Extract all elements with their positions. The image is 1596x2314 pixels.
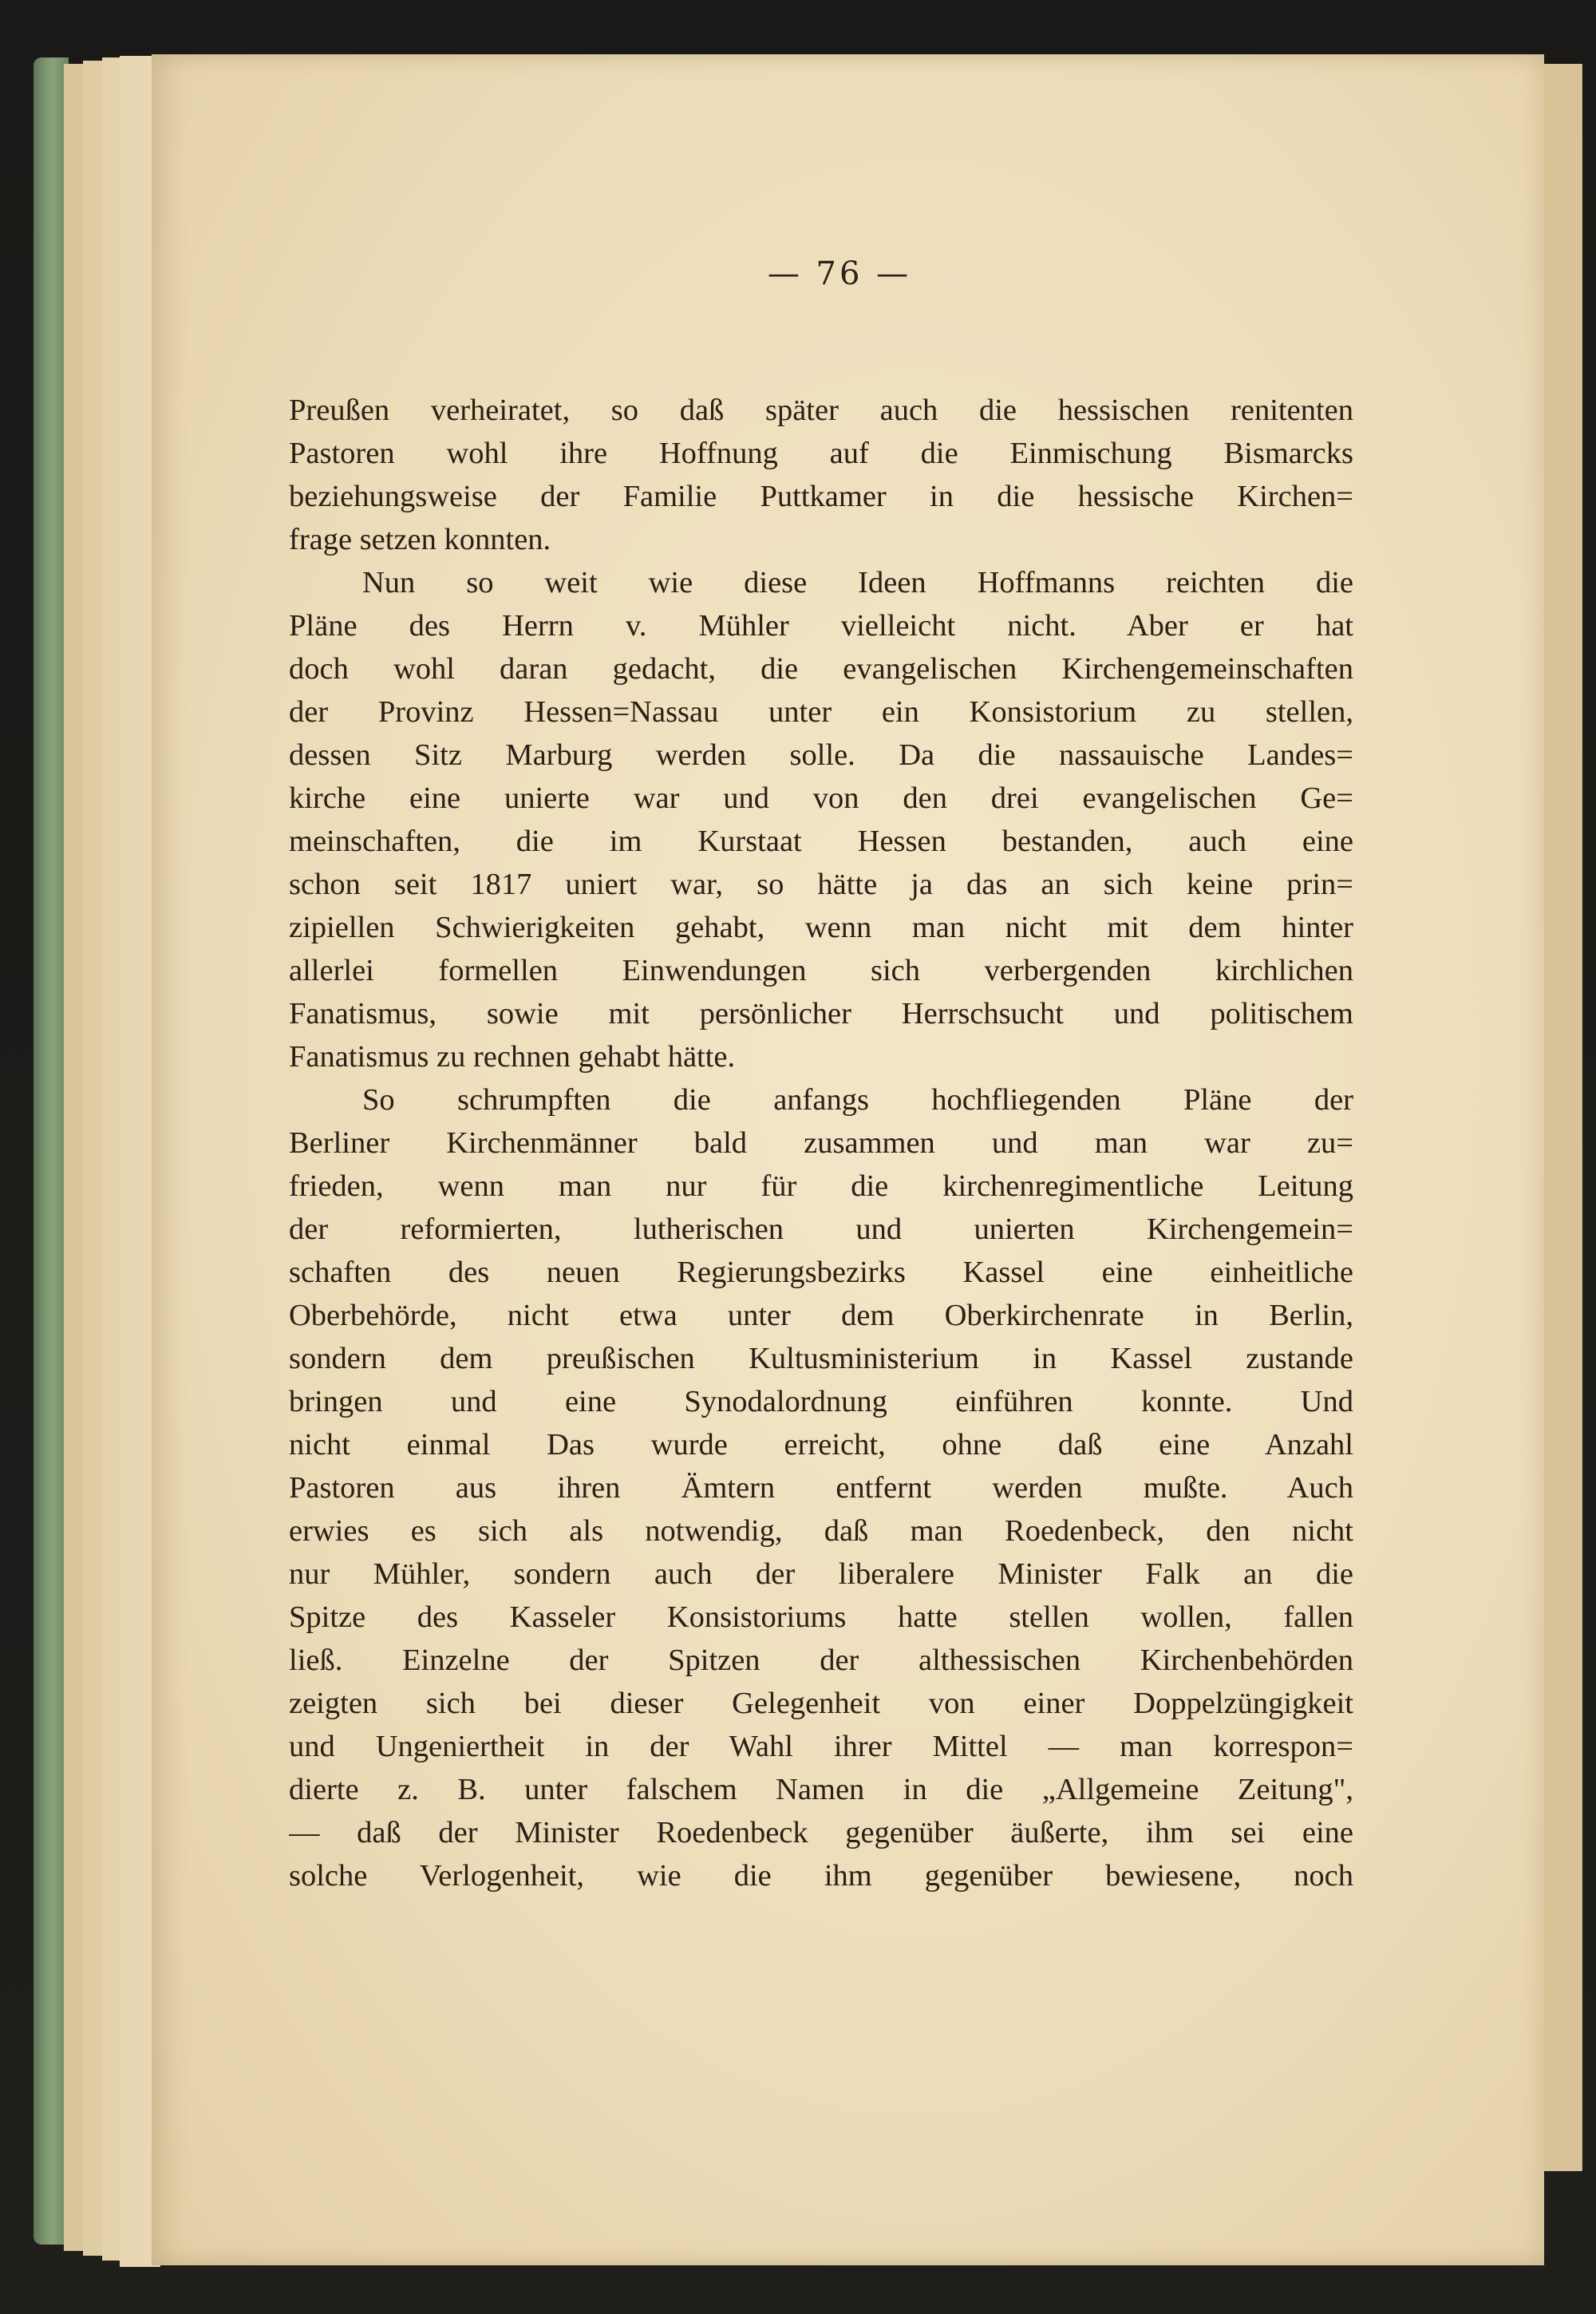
text-line: dessen Sitz Marburg werden solle. Da die nassauische Landes= (289, 738, 1353, 772)
text-line: dierte z. B. unter falschem Namen in die „Allgemeine Zeitung", (289, 1773, 1353, 1806)
paragraph (289, 561, 1353, 1078)
text-line: Pläne des Herrn v. Mühler vielleicht nicht. Aber er hat (289, 609, 1353, 643)
text-line: allerlei formellen Einwendungen sich verbergenden kirchlichen (289, 954, 1353, 987)
paragraph (289, 389, 1353, 561)
text-line: Fanatismus, sowie mit persönlicher Herrschsucht und politischem (289, 997, 1353, 1030)
text-line: schaften des neuen Regierungsbezirks Kassel eine einheitliche (289, 1256, 1353, 1289)
body-text (289, 389, 1353, 1897)
text-line: schon seit 1817 uniert war, so hätte ja das an sich keine prin= (289, 868, 1353, 901)
text-line: frage setzen konnten. (289, 523, 551, 556)
text-line: So schrumpften die anfangs hochfliegenden Pläne der (362, 1083, 1353, 1117)
text-line: der Provinz Hessen=Nassau unter ein Konsistorium zu stellen, (289, 695, 1353, 729)
text-line: sondern dem preußischen Kultusministerium in Kassel zustande (289, 1342, 1353, 1375)
text-line: bringen und eine Synodalordnung einführen konnte. Und (289, 1385, 1353, 1418)
text-line: solche Verlogenheit, wie die ihm gegenüber bewiesene, noch (289, 1859, 1353, 1893)
text-line: frieden, wenn man nur für die kirchenregimentliche Leitung (289, 1169, 1353, 1203)
page-number: — 76 — (767, 255, 912, 292)
text-line: zeigten sich bei dieser Gelegenheit von einer Doppelzüngigkeit (289, 1687, 1353, 1720)
text-line: Spitze des Kasseler Konsistoriums hatte stellen wollen, fallen (289, 1600, 1353, 1634)
text-line: Oberbehörde, nicht etwa unter dem Oberkirchenrate in Berlin, (289, 1299, 1353, 1332)
text-line: — daß der Minister Roedenbeck gegenüber äußerte, ihm sei eine (289, 1816, 1353, 1849)
text-line: kirche eine unierte war und von den drei evangelischen Ge= (289, 781, 1353, 815)
text-line: Nun so weit wie diese Ideen Hoffmanns reichten die (362, 566, 1353, 599)
text-line: meinschaften, die im Kurstaat Hessen bestanden, auch eine (289, 825, 1353, 858)
text-line: Fanatismus zu rechnen gehabt hätte. (289, 1040, 736, 1074)
text-line: nicht einmal Das wurde erreicht, ohne daß eine Anzahl (289, 1428, 1353, 1462)
paragraph (289, 1078, 1353, 1897)
text-line: erwies es sich als notwendig, daß man Roedenbeck, den nicht (289, 1514, 1353, 1548)
text-line: Pastoren aus ihren Ämtern entfernt werden mußte. Auch (289, 1471, 1353, 1505)
text-line: Pastoren wohl ihre Hoffnung auf die Einmischung Bismarcks (289, 437, 1353, 470)
text-line: zipiellen Schwierigkeiten gehabt, wenn man nicht mit dem hinter (289, 911, 1353, 944)
text-line: und Ungeniertheit in der Wahl ihrer Mittel — man korrespon= (289, 1730, 1353, 1763)
text-line: ließ. Einzelne der Spitzen der althessischen Kirchenbehörden (289, 1644, 1353, 1677)
text-line: Berliner Kirchenmänner bald zusammen und man war zu= (289, 1126, 1353, 1160)
text-line: beziehungsweise der Familie Puttkamer in die hessische Kirchen= (289, 480, 1353, 513)
text-line: doch wohl daran gedacht, die evangelischen Kirchengemeinschaften (289, 652, 1353, 686)
text-line: Preußen verheiratet, so daß später auch die hessischen renitenten (289, 394, 1353, 427)
text-line: der reformierten, lutherischen und unierten Kirchengemein= (289, 1212, 1353, 1246)
text-line: nur Mühler, sondern auch der liberalere Minister Falk an die (289, 1557, 1353, 1591)
